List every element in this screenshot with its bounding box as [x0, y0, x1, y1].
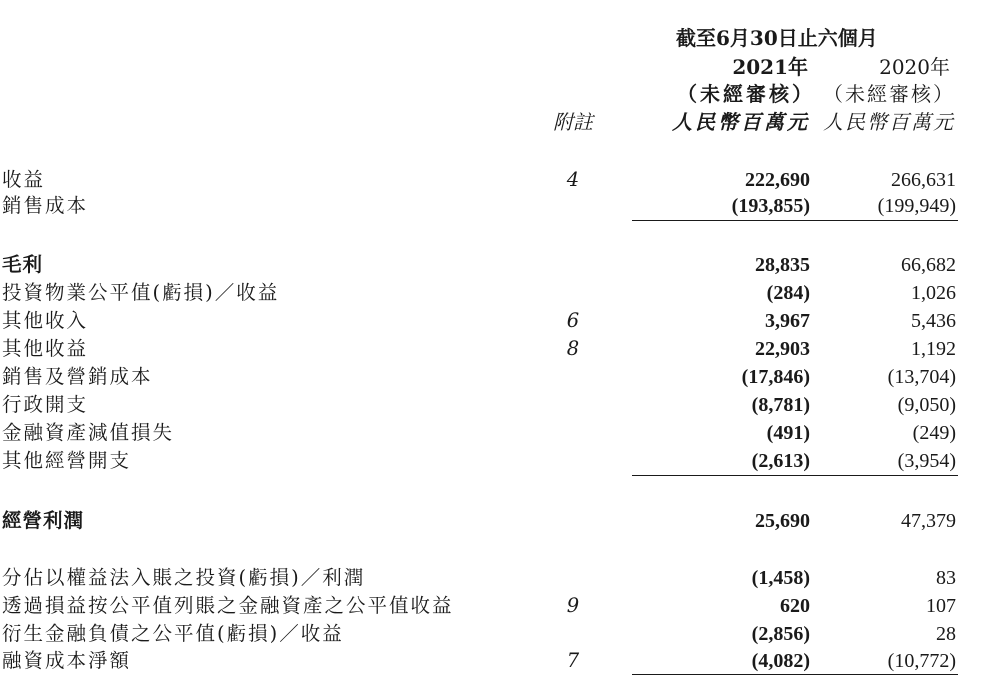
value-2020: 47,379 [901, 510, 956, 532]
table-row [0, 564, 1000, 592]
row-note: 9 [566, 594, 580, 617]
table-row [0, 592, 1000, 620]
row-label: 其他收益 [2, 337, 89, 360]
unaudited-2020-heading: （未經審核） [823, 82, 955, 106]
table-row [0, 279, 1000, 307]
value-2020: 66,682 [901, 254, 956, 276]
value-2020: 266,631 [891, 169, 956, 191]
value-2020: 1,026 [911, 282, 956, 304]
year-2020-heading: 2020年 [879, 55, 950, 79]
row-label: 毛利 [2, 253, 44, 276]
subtotal-rule-2020 [802, 475, 958, 476]
row-label: 金融資產減值損失 [2, 421, 175, 444]
row-note: 7 [566, 649, 580, 672]
row-note: 6 [566, 309, 580, 332]
table-row [0, 335, 1000, 363]
value-2021: (284) [766, 282, 810, 304]
table-row [0, 307, 1000, 335]
unaudited-2021-heading: （未經審核） [677, 82, 815, 106]
table-row [0, 447, 1000, 475]
subtotal-rule-2021 [632, 475, 812, 476]
value-2020: (199,949) [877, 195, 956, 217]
value-2021: 22,903 [755, 338, 810, 360]
row-label: 分佔以權益法入賬之投資(虧損)／利潤 [2, 566, 366, 589]
value-2021: (2,856) [751, 623, 810, 645]
row-label: 透過損益按公平值列賬之金融資產之公平值收益 [2, 594, 454, 617]
value-2020: (3,954) [897, 450, 956, 472]
value-2021: 25,690 [755, 510, 810, 532]
table-row [0, 620, 1000, 648]
row-label: 銷售成本 [2, 194, 89, 217]
row-label: 融資成本淨額 [2, 649, 132, 672]
value-2021: (491) [766, 422, 810, 444]
row-note: 8 [566, 337, 580, 360]
table-row [0, 251, 1000, 279]
value-2021: (8,781) [751, 394, 810, 416]
table-row [0, 166, 1000, 194]
value-2020: 28 [936, 623, 956, 645]
table-row [0, 192, 1000, 220]
year-2021-heading: 2021年 [732, 55, 808, 79]
row-label: 投資物業公平值(虧損)／收益 [2, 281, 280, 304]
note-column-heading: 附註 [553, 110, 593, 134]
value-2020: 1,192 [911, 338, 956, 360]
value-2020: 107 [926, 595, 956, 617]
value-2020: (249) [912, 422, 956, 444]
value-2021: (2,613) [751, 450, 810, 472]
value-2021: (17,846) [741, 366, 810, 388]
row-label: 其他收入 [2, 309, 89, 332]
row-note: 4 [566, 168, 580, 191]
row-label: 銷售及營銷成本 [2, 365, 153, 388]
subtotal-rule-2020 [802, 674, 958, 675]
value-2021: 620 [780, 595, 810, 617]
subtotal-rule-2020 [802, 220, 958, 221]
row-label: 衍生金融負債之公平值(虧損)／收益 [2, 622, 344, 645]
row-label: 其他經營開支 [2, 449, 132, 472]
table-row [0, 507, 1000, 535]
row-label: 收益 [2, 168, 46, 191]
row-label: 行政開支 [2, 393, 89, 416]
value-2021: 28,835 [755, 254, 810, 276]
subtotal-rule-2021 [632, 674, 812, 675]
row-label: 經營利潤 [2, 509, 85, 532]
table-row [0, 647, 1000, 675]
table-row [0, 419, 1000, 447]
value-2020: (9,050) [897, 394, 956, 416]
value-2021: (4,082) [751, 650, 810, 672]
value-2021: 222,690 [745, 169, 810, 191]
unit-2020-heading: 人民幣百萬元 [823, 110, 955, 134]
value-2021: 3,967 [765, 310, 810, 332]
period-heading: 截至6月30日止六個月 [676, 26, 878, 50]
value-2021: (1,458) [751, 567, 810, 589]
table-row [0, 363, 1000, 391]
value-2020: 83 [936, 567, 956, 589]
subtotal-rule-2021 [632, 220, 812, 221]
value-2020: (13,704) [887, 366, 956, 388]
value-2020: (10,772) [887, 650, 956, 672]
table-row [0, 391, 1000, 419]
value-2021: (193,855) [731, 195, 810, 217]
unit-2021-heading: 人民幣百萬元 [672, 110, 810, 134]
value-2020: 5,436 [911, 310, 956, 332]
